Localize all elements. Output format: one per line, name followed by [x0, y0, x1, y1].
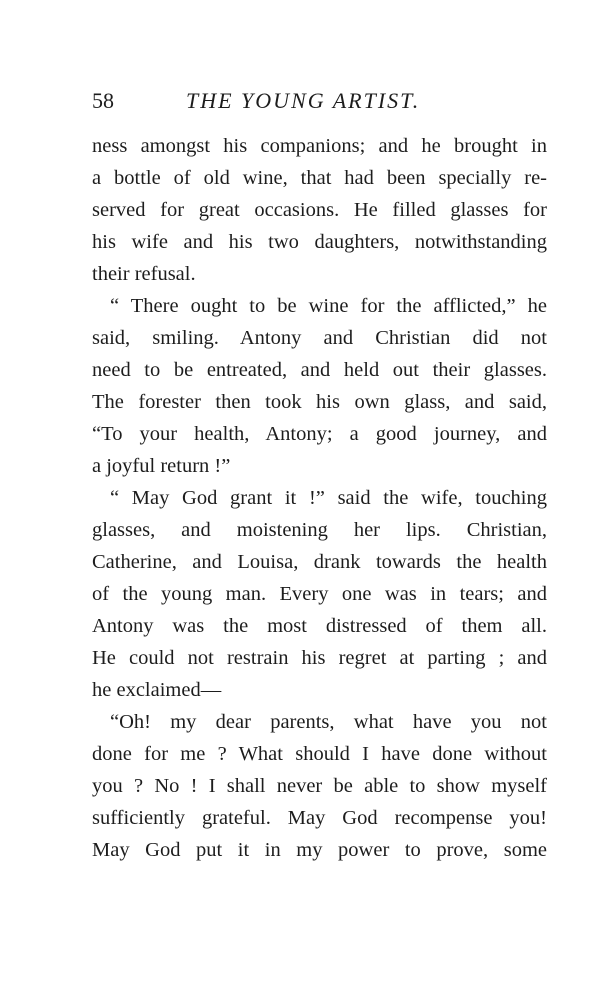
- text-line: he exclaimed—: [92, 679, 222, 701]
- text-line: The forester then took his own glass, and said,: [92, 391, 547, 413]
- text-line: “To your health, Antony; a good journey, and: [92, 423, 547, 445]
- text-line: a bottle of old wine, that had been specially re-: [92, 167, 547, 189]
- text-line: need to be entreated, and held out their glasses.: [92, 359, 547, 381]
- text-line: “Oh! my dear parents, what have you not: [110, 711, 547, 733]
- text-line: you ? No ! I shall never be able to show myself: [92, 775, 547, 797]
- text-line: glasses, and moistening her lips. Christian,: [92, 519, 547, 541]
- text-line: of the young man. Every one was in tears; and: [92, 583, 547, 605]
- text-line: sufficiently grateful. May God recompense you!: [92, 807, 547, 829]
- body-text: [92, 130, 547, 866]
- page-header: [92, 88, 552, 118]
- text-line: “ There ought to be wine for the afflicted,” he: [110, 295, 547, 317]
- text-line: said, smiling. Antony and Christian did not: [92, 327, 547, 349]
- text-line: his wife and his two daughters, notwithstanding: [92, 231, 547, 253]
- text-line: He could not restrain his regret at parting ; and: [92, 647, 547, 669]
- text-line: their refusal.: [92, 263, 196, 285]
- text-line: ness amongst his companions; and he brought in: [92, 135, 547, 157]
- text-line: “ May God grant it !” said the wife, touching: [110, 487, 547, 509]
- text-line: Catherine, and Louisa, drank towards the health: [92, 551, 547, 573]
- text-line: May God put it in my power to prove, some: [92, 839, 547, 861]
- page-number: 58: [92, 88, 114, 113]
- text-line: served for great occasions. He filled glasses for: [92, 199, 547, 221]
- text-line: a joyful return !”: [92, 455, 231, 477]
- text-line: done for me ? What should I have done without: [92, 743, 547, 765]
- running-head: THE YOUNG ARTIST.: [186, 88, 421, 113]
- text-line: Antony was the most distressed of them all.: [92, 615, 547, 637]
